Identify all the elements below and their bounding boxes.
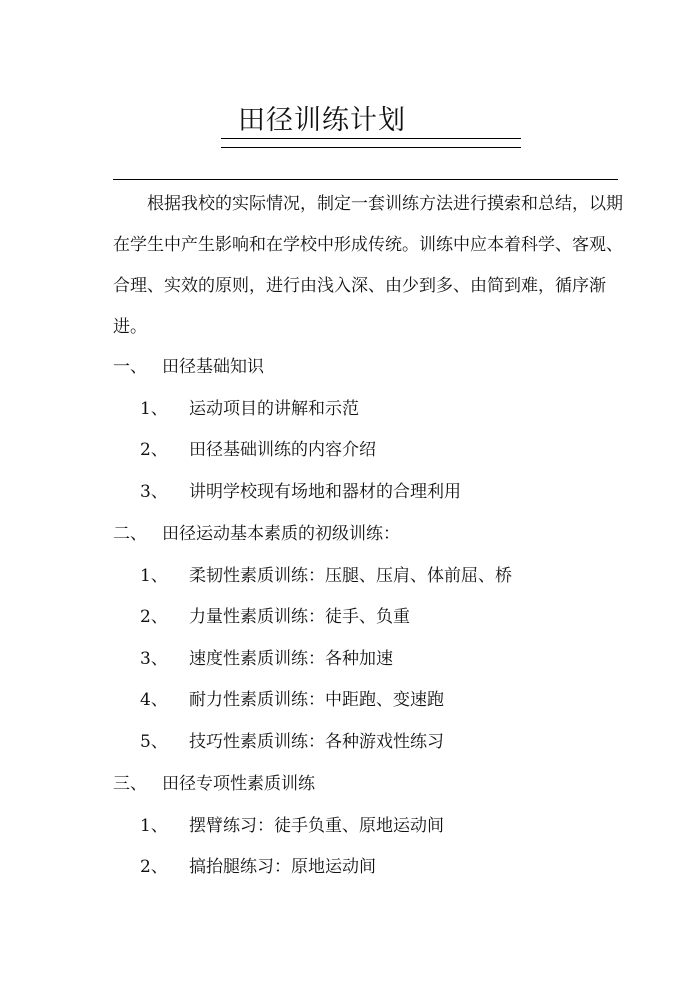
list-item-text: 运动项目的讲解和示范 [189, 399, 359, 419]
section-heading: 田径运动基本素质的初级训练： [162, 524, 400, 544]
document-title: 田径训练计划 [238, 105, 406, 136]
list-item-number: 2、 [140, 607, 168, 627]
list-item-number: 3、 [140, 482, 168, 502]
list-item-number: 1、 [140, 399, 168, 419]
header-divider [113, 179, 618, 180]
list-item-text: 柔韧性素质训练：压腿、压肩、体前屈、桥 [189, 566, 512, 586]
list-item-text: 讲明学校现有场地和器材的合理利用 [189, 482, 461, 502]
intro-paragraph: 根据我校的实际情况，制定一套训练方法进行摸索和总结，以期在学生中产生影响和在学校中形成传统。训练中应本着科学、客观、合理、实效的原则，进行由浅入深、由少到多、由简到难，循序渐进。 [113, 194, 623, 337]
section-heading: 田径专项性素质训练 [162, 774, 315, 794]
section-heading: 田径基础知识 [162, 357, 264, 377]
list-item-number: 3、 [140, 649, 168, 669]
list-item-number: 2、 [140, 857, 168, 877]
list-item-number: 2、 [140, 440, 168, 460]
list-item-text: 力量性素质训练：徒手、负重 [189, 607, 410, 627]
list-item-text: 技巧性素质训练：各种游戏性练习 [189, 732, 444, 752]
list-item-text: 田径基础训练的内容介绍 [189, 440, 376, 460]
title-underline-bottom [221, 147, 521, 148]
list-item-number: 5、 [140, 732, 168, 752]
list-item-number: 4、 [140, 690, 168, 710]
section-number: 一、 [113, 357, 147, 377]
list-item-text: 搞抬腿练习：原地运动间 [189, 857, 376, 877]
list-item-number: 1、 [140, 816, 168, 836]
list-item-text: 速度性素质训练：各种加速 [189, 649, 393, 669]
list-item-text: 摆臂练习：徒手负重、原地运动间 [189, 816, 444, 836]
list-item-number: 1、 [140, 566, 168, 586]
title-underline-top [221, 138, 521, 139]
list-item-text: 耐力性素质训练：中距跑、变速跑 [189, 690, 444, 710]
section-number: 二、 [113, 524, 147, 544]
section-number: 三、 [113, 774, 147, 794]
